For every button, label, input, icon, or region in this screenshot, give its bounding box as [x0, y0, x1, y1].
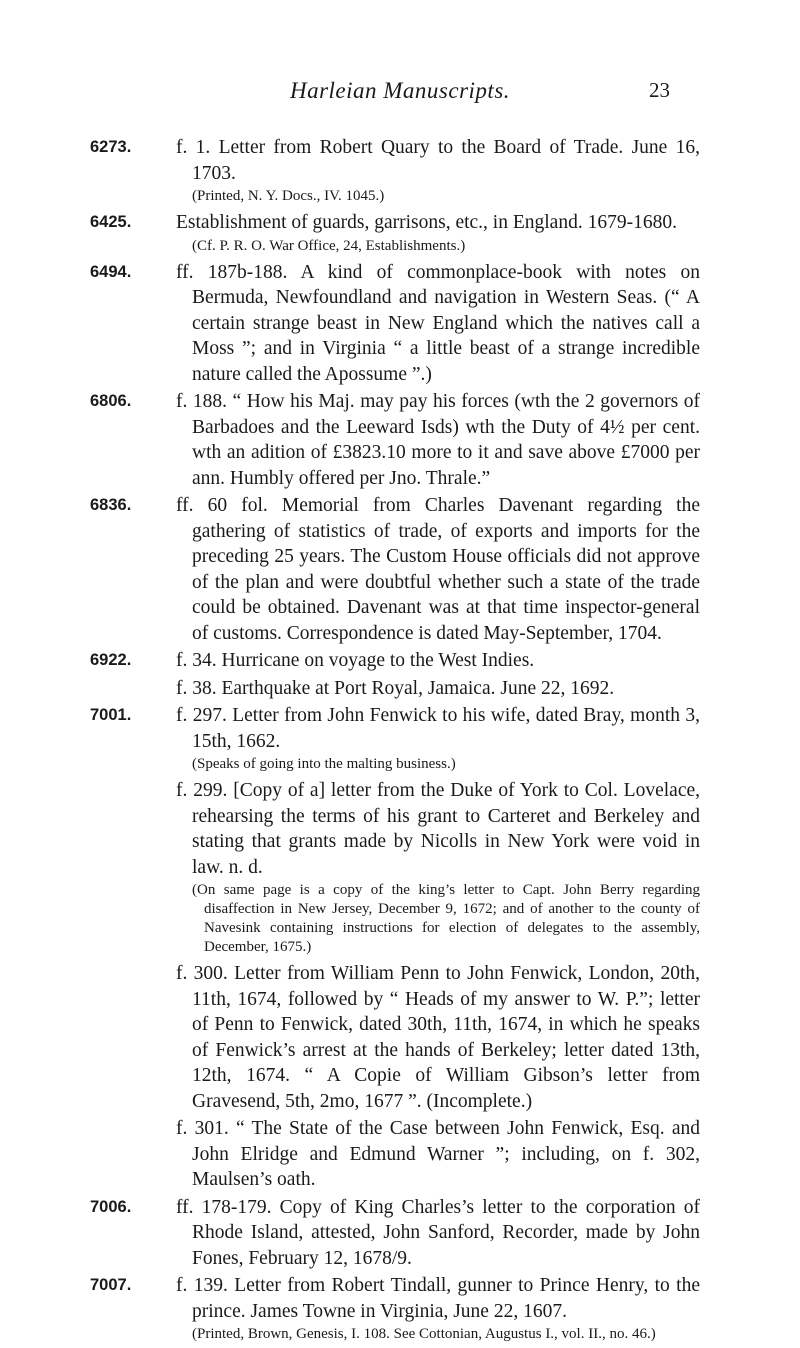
entry-number: 7007. — [90, 1276, 132, 1294]
entry-number: 7001. — [90, 706, 132, 724]
manuscript-entry — [90, 135, 700, 206]
entry-paragraph: ff. 178-179. Copy of King Charles’s letter to the corporation of Rhode Island, attested, John Sanford, Recorder, made by John Fones, February 12, 1678/9. — [176, 1196, 700, 1269]
manuscript-entry — [90, 703, 700, 1193]
entry-note: (Printed, Brown, Genesis, I. 108. See Cottonian, Augustus I., vol. II., no. 46.) — [192, 1326, 656, 1342]
manuscript-entry — [90, 493, 700, 646]
manuscript-entry — [90, 1195, 700, 1272]
entry-paragraph: f. 139. Letter from Robert Tindall, gunner to Prince Henry, to the prince. James Towne in Virginia, June 22, 1607. — [176, 1275, 700, 1322]
entry-paragraph: f. 300. Letter from William Penn to John Fenwick, London, 20th, 11th, 1674, followed by “ Heads of my answer to W. P.”; letter of Penn to Fenwick, dated 30th, 11th, 1674, in which he speaks of Fenwick’s arrest at the hands of Berkeley; letter dated 13th, 12th, 1674. “ A Copie of William Gibson’s letter from Gravesend, 5th, 2mo, 1677 ”. (Incomplete.) — [176, 963, 700, 1112]
entry-paragraph: ff. 60 fol. Memorial from Charles Davenant regarding the gathering of statistics of trade, of exports and imports for the preceding 25 years. The Custom House officials did not approve of the plan and were doubtful whether such a state of the trade could be obtained. Davenant was at that time inspector-general of customs. Correspondence is dated May-September, 1704. — [176, 495, 700, 644]
entry-paragraph: Establishment of guards, garrisons, etc., in England. 1679-1680. — [176, 212, 677, 233]
entry-number: 6836. — [90, 496, 132, 514]
manuscript-entry — [90, 260, 700, 388]
entry-note: (Printed, N. Y. Docs., IV. 1045.) — [192, 188, 385, 204]
entry-note: (On same page is a copy of the king’s letter to Capt. John Berry regarding disaffection in New Jersey, December 9, 1672; and of another to the county of Navesink containing instructions for election of delegates to the assembly, December, 1675.) — [192, 882, 700, 955]
running-title: Harleian Manuscripts. — [289, 78, 511, 103]
entry-paragraph: f. 1. Letter from Robert Quary to the Board of Trade. June 16, 1703. — [176, 137, 700, 184]
manuscript-entry — [90, 210, 700, 256]
manuscript-entries — [90, 135, 700, 1348]
entry-number: 6494. — [90, 262, 132, 281]
manuscript-entry — [90, 648, 700, 701]
entry-note: (Cf. P. R. O. War Office, 24, Establishments.) — [192, 237, 466, 254]
entry-paragraph: f. 34. Hurricane on voyage to the West Indies. — [176, 650, 535, 671]
entry-note: (Speaks of going into the malting business.) — [192, 756, 456, 772]
entry-number: 6273. — [90, 138, 132, 156]
entry-paragraph: f. 297. Letter from John Fenwick to his wife, dated Bray, month 3, 15th, 1662. — [176, 705, 700, 752]
entry-paragraph: f. 38. Earthquake at Port Royal, Jamaica. June 22, 1692. — [176, 677, 615, 699]
entry-number: 7006. — [90, 1197, 132, 1216]
entry-number: 6806. — [90, 392, 132, 410]
running-head — [0, 78, 800, 108]
entry-paragraph: ff. 187b-188. A kind of commonplace-book with notes on Bermuda, Newfoundland and navigation in Western Seas. (“ A certain strange beast in New England which the natives call a Moss ”; and in Virginia “ a little beast of a strange incredible nature called the Apossume ”.) — [176, 261, 700, 385]
manuscript-entry — [90, 1273, 700, 1344]
entry-paragraph: f. 301. “ The State of the Case between John Fenwick, Esq. and John Elridge and Edmund Warner ”; including, on f. 302, Maulsen’s oath. — [176, 1118, 700, 1190]
entry-number: 6425. — [90, 213, 132, 231]
manuscript-entry — [90, 389, 700, 491]
entry-paragraph: f. 188. “ How his Maj. may pay his forces (wth the 2 governors of Barbadoes and the Leeward Isds) wth the Duty of 4½ per cent. wth an adition of £3823.10 more to it and save above £7000 per ann. Humbly offered per Jno. Thrale.” — [176, 391, 700, 489]
entry-number: 6922. — [90, 651, 132, 669]
page-number: 23 — [649, 78, 670, 102]
entry-paragraph: f. 299. [Copy of a] letter from the Duke of York to Col. Lovelace, rehearsing the terms of his grant to Carteret and Berkeley and stating that grants made by Nicolls in New York were void in law. n. d. — [176, 780, 700, 878]
